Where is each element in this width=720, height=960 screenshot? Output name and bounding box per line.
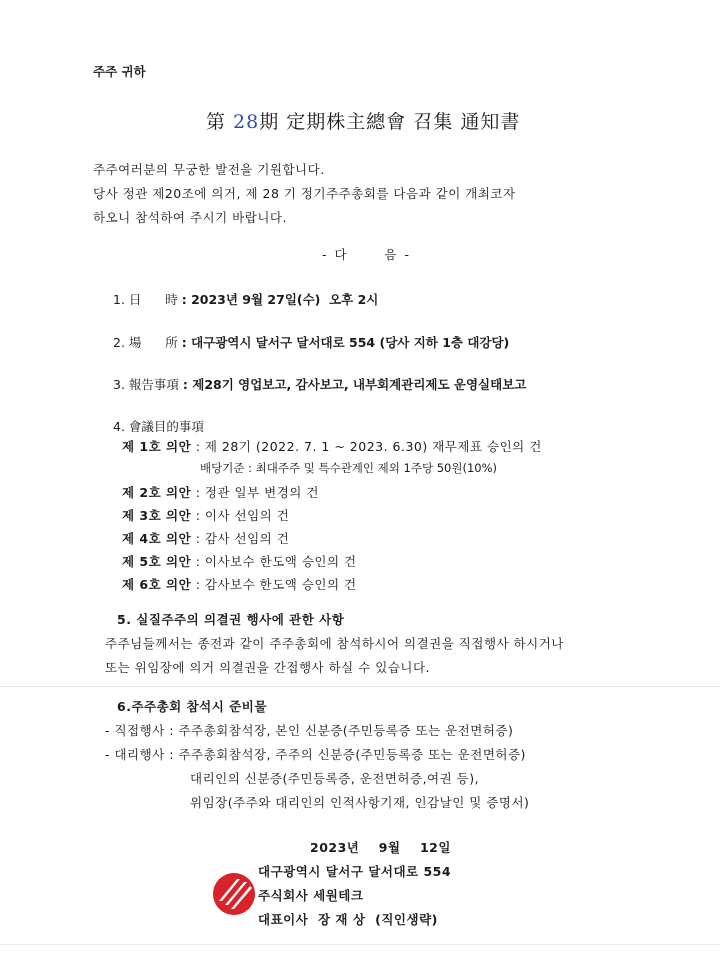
intro-line-3: 하오니 참석하여 주시기 바랍니다. [93,210,287,225]
addressee: 주주 귀하 [93,64,146,79]
title-suffix: 期 定期株主總會 召集 通知書 [259,111,521,133]
proposal-text: : 감사보수 한도액 승인의 건 [195,577,357,592]
section5-line-2: 또는 위임장에 의거 의결권을 간접행사 하실 수 있습니다. [105,660,431,675]
proposal-text: : 이사 선임의 건 [195,508,290,523]
intro-line-2: 당사 정관 제20조에 의거, 제 28 기 정기주주총회를 다음과 같이 개최코자 [93,186,516,201]
proposal-text: : 감사 선임의 건 [195,531,290,546]
proposal-2 [122,483,319,501]
agenda-report [113,375,526,393]
section6-heading: 6.주주총회 참석시 준비물 [117,699,267,714]
agenda-report-value: : 제28기 영업보고, 감사보고, 내부회계관리제도 운영실태보고 [182,377,527,392]
dividend-note: 배당기준 : 최대주주 및 특수관계인 제외 1주당 50원(10%) [200,461,498,475]
company-name: 주식회사 세원테크 [258,888,364,903]
proposal-label: 제 6호 의안 [122,577,192,592]
agenda-date-label: 1. 日 時 [113,292,178,307]
proposal-text: : 제 28기 (2022. 7. 1 ~ 2023. 6.30) 재무제표 승인의 건 [195,439,542,454]
divider [0,686,720,687]
proposal-3 [122,506,289,524]
proposal-label: 제 2호 의안 [122,485,192,500]
proposal-text: : 이사보수 한도액 승인의 건 [195,554,357,569]
ceo-name: 대표이사 장 재 상 (직인생략) [258,912,438,927]
agenda-place [113,333,509,351]
proposal-4 [122,529,289,547]
agenda-place-label: 2. 場 所 [113,335,178,350]
company-logo-icon [211,871,257,917]
intro-line-1: 주주여러분의 무궁한 발전을 기원합니다. [93,162,325,177]
notice-heading: - 다 음 - [322,247,411,262]
agenda-place-value: : 대구광역시 달서구 달서대로 554 (당사 지하 1층 대강당) [181,335,510,350]
resolution-heading: 4. 會議目的事項 [113,419,204,434]
title-prefix: 第 [206,111,234,133]
proposal-label: 제 1호 의안 [122,439,192,454]
document-title [206,107,520,134]
proposal-label: 제 3호 의안 [122,508,192,523]
section5-line-1: 주주님들께서는 종전과 같이 주주총회에 참석하시어 의결권을 직접행사 하시거나 [105,636,564,651]
proposal-text: : 정관 일부 변경의 건 [195,485,319,500]
company-address: 대구광역시 달서구 달서대로 554 [258,864,452,879]
proposal-label: 제 5호 의안 [122,554,192,569]
issue-date: 2023년 9월 12일 [310,840,451,855]
proposal-6 [122,575,357,593]
proposal-1 [122,437,542,455]
agenda-date [113,290,378,308]
proposal-5 [122,552,357,570]
section6-proxy-2: 대리인의 신분증(주민등록증, 운전면허증,여권 등), [190,771,480,786]
section6-direct: - 직접행사 : 주주총회참석장, 본인 신분증(주민등록증 또는 운전면허증) [105,723,514,738]
agenda-report-label: 3. 報告事項 [113,377,179,392]
section6-proxy-3: 위임장(주주와 대리인의 인적사항기재, 인감날인 및 증명서) [190,795,530,810]
title-number: 28 [233,111,260,133]
section6-proxy-1: - 대리행사 : 주주총회참석장, 주주의 신분증(주민등록증 또는 운전면허증) [105,747,526,762]
agenda-date-value: : 2023년 9월 27일(수) 오후 2시 [181,292,379,307]
proposal-label: 제 4호 의안 [122,531,192,546]
bottom-divider [0,944,720,945]
section5-heading: 5. 실질주주의 의결권 행사에 관한 사항 [117,612,345,627]
